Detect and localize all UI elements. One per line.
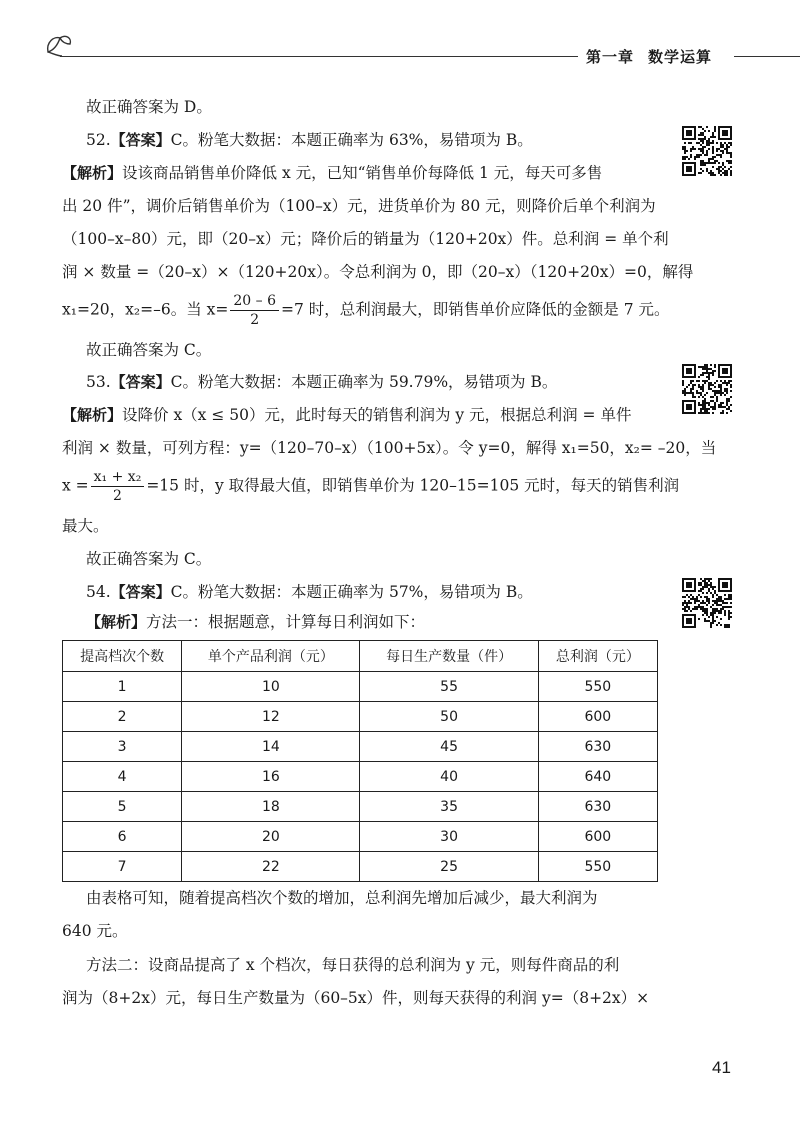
chapter-number: 第一章 (586, 48, 635, 66)
q52-analysis-tag: 【解析】 (62, 164, 123, 182)
table-cell: 6 (63, 822, 182, 852)
q53-fraction (91, 468, 145, 505)
table-cell: 4 (63, 762, 182, 792)
table-cell: 35 (360, 792, 538, 822)
q52-fraction-denominator: 2 (250, 312, 260, 328)
table-cell: 14 (182, 732, 360, 762)
q54-analysis-tag: 【解析】 (86, 613, 147, 631)
leaf-icon (44, 32, 74, 58)
q53-fraction-denominator: 2 (113, 488, 122, 504)
table-row (63, 762, 658, 792)
table-summary-line-2: 640 元。 (62, 922, 128, 940)
q52-answer-tag: 【答案】 (110, 131, 171, 149)
table-cell: 600 (538, 822, 657, 852)
qr-code-icon (682, 364, 732, 414)
profit-table (62, 640, 658, 882)
q52-analysis-line-3: （100–x–80）元，即（20–x）元；降价后的销量为（120+20x）件。总利润 = 单个利 (62, 230, 669, 248)
table-cell: 20 (182, 822, 360, 852)
q52-fraction (230, 292, 279, 329)
q52-fraction-numerator: 20 – 6 (230, 292, 279, 311)
q53-number: 53. (86, 373, 111, 391)
table-cell: 16 (182, 762, 360, 792)
table-row (63, 732, 658, 762)
table-cell: 600 (538, 702, 657, 732)
table-header-cell: 总利润（元） (538, 641, 657, 672)
q52-analysis-line-5 (62, 292, 670, 329)
table-cell: 630 (538, 732, 657, 762)
table-cell: 22 (182, 852, 360, 882)
q54-analysis-text: 方法一：根据题意，计算每日利润如下： (146, 613, 426, 631)
q52-answer-text: C。粉笔大数据：本题正确率为 63%，易错项为 B。 (170, 131, 533, 149)
table-cell: 10 (182, 672, 360, 702)
table-row (63, 702, 658, 732)
q53-analysis-line-4: 最大。 (62, 517, 109, 535)
table-cell: 50 (360, 702, 538, 732)
table-header-row (63, 641, 658, 672)
q52-formula-right: =7 时，总利润最大，即销售单价应降低的金额是 7 元。 (281, 300, 670, 319)
table-row (63, 672, 658, 702)
q53-answer-text: C。粉笔大数据：本题正确率为 59.79%，易错项为 B。 (170, 373, 558, 391)
table-cell: 55 (360, 672, 538, 702)
q53-analysis-tag: 【解析】 (62, 406, 123, 424)
q54-answer-text: C。粉笔大数据：本题正确率为 57%，易错项为 B。 (170, 583, 533, 601)
q52-analysis-line-1 (62, 163, 602, 183)
chapter-heading (586, 46, 726, 67)
header-rule-left (60, 56, 578, 57)
table-cell: 25 (360, 852, 538, 882)
q52-answer (86, 130, 533, 150)
qr-code-icon (682, 578, 732, 628)
table-row (63, 852, 658, 882)
q53-analysis-line-3 (62, 468, 679, 505)
q53-analysis-text: 设降价 x（x ≤ 50）元，此时每天的销售利润为 y 元，根据总利润 = 单件 (122, 406, 632, 424)
q53-formula-left: x = (62, 476, 89, 495)
table-summary-line-1: 由表格可知，随着提高档次个数的增加，总利润先增加后减少，最大利润为 (86, 889, 598, 907)
q54-analysis-intro (86, 612, 425, 632)
q52-number: 52. (86, 131, 111, 149)
table-header-cell: 每日生产数量（件） (360, 641, 538, 672)
q53-analysis-line-1 (62, 405, 631, 425)
table-row (63, 822, 658, 852)
page-header (0, 0, 800, 80)
table-header-cell: 单个产品利润（元） (182, 641, 360, 672)
q53-formula-right: =15 时，y 取得最大值，即销售单价为 120–15=105 元时，每天的销售利润 (146, 476, 680, 495)
table-cell: 45 (360, 732, 538, 762)
q52-conclusion: 故正确答案为 C。 (86, 341, 212, 359)
table-cell: 18 (182, 792, 360, 822)
chapter-title: 数学运算 (648, 48, 713, 66)
table-row (63, 792, 658, 822)
q52-analysis-line-4: 润 × 数量 =（20–x）×（120+20x）。令总利润为 0，即（20–x）（120+20x）=0，解得 (62, 263, 694, 281)
q52-analysis-line-2: 出 20 件”，调价后销售单价为（100–x）元，进货单价为 80 元，则降价后单个利润为 (62, 197, 656, 215)
q53-fraction-numerator: x₁ + x₂ (91, 468, 145, 487)
header-rule-right (734, 56, 800, 57)
table-cell: 40 (360, 762, 538, 792)
table-cell: 2 (63, 702, 182, 732)
table-cell: 30 (360, 822, 538, 852)
page-number: 41 (712, 1058, 731, 1077)
q53-conclusion: 故正确答案为 C。 (86, 550, 212, 568)
table-cell: 550 (538, 672, 657, 702)
table-cell: 1 (63, 672, 182, 702)
table-cell: 5 (63, 792, 182, 822)
table-cell: 640 (538, 762, 657, 792)
table-header-cell: 提高档次个数 (63, 641, 182, 672)
prev-conclusion: 故正确答案为 D。 (86, 98, 212, 116)
method-two-line-1: 方法二：设商品提高了 x 个档次，每日获得的总利润为 y 元，则每件商品的利 (86, 956, 620, 974)
q54-answer (86, 582, 533, 602)
table-cell: 7 (63, 852, 182, 882)
q53-analysis-line-2: 利润 × 数量，可列方程：y=（120–70–x）（100+5x）。令 y=0，解得 x₁=50，x₂= –20，当 (62, 439, 717, 457)
q54-number: 54. (86, 583, 111, 601)
table-cell: 3 (63, 732, 182, 762)
table-cell: 12 (182, 702, 360, 732)
q54-answer-tag: 【答案】 (110, 583, 171, 601)
q52-formula-left: x₁=20，x₂=–6。当 x= (62, 300, 229, 319)
qr-code-icon (682, 126, 732, 176)
method-two-line-2: 润为（8+2x）元，每日生产数量为（60–5x）件，则每天获得的利润 y=（8+2x）× (62, 989, 650, 1007)
q52-analysis-text: 设该商品销售单价降低 x 元，已知“销售单价每降低 1 元，每天可多售 (122, 164, 603, 182)
q53-answer-tag: 【答案】 (110, 373, 171, 391)
q53-answer (86, 372, 557, 392)
table-cell: 630 (538, 792, 657, 822)
table-cell: 550 (538, 852, 657, 882)
